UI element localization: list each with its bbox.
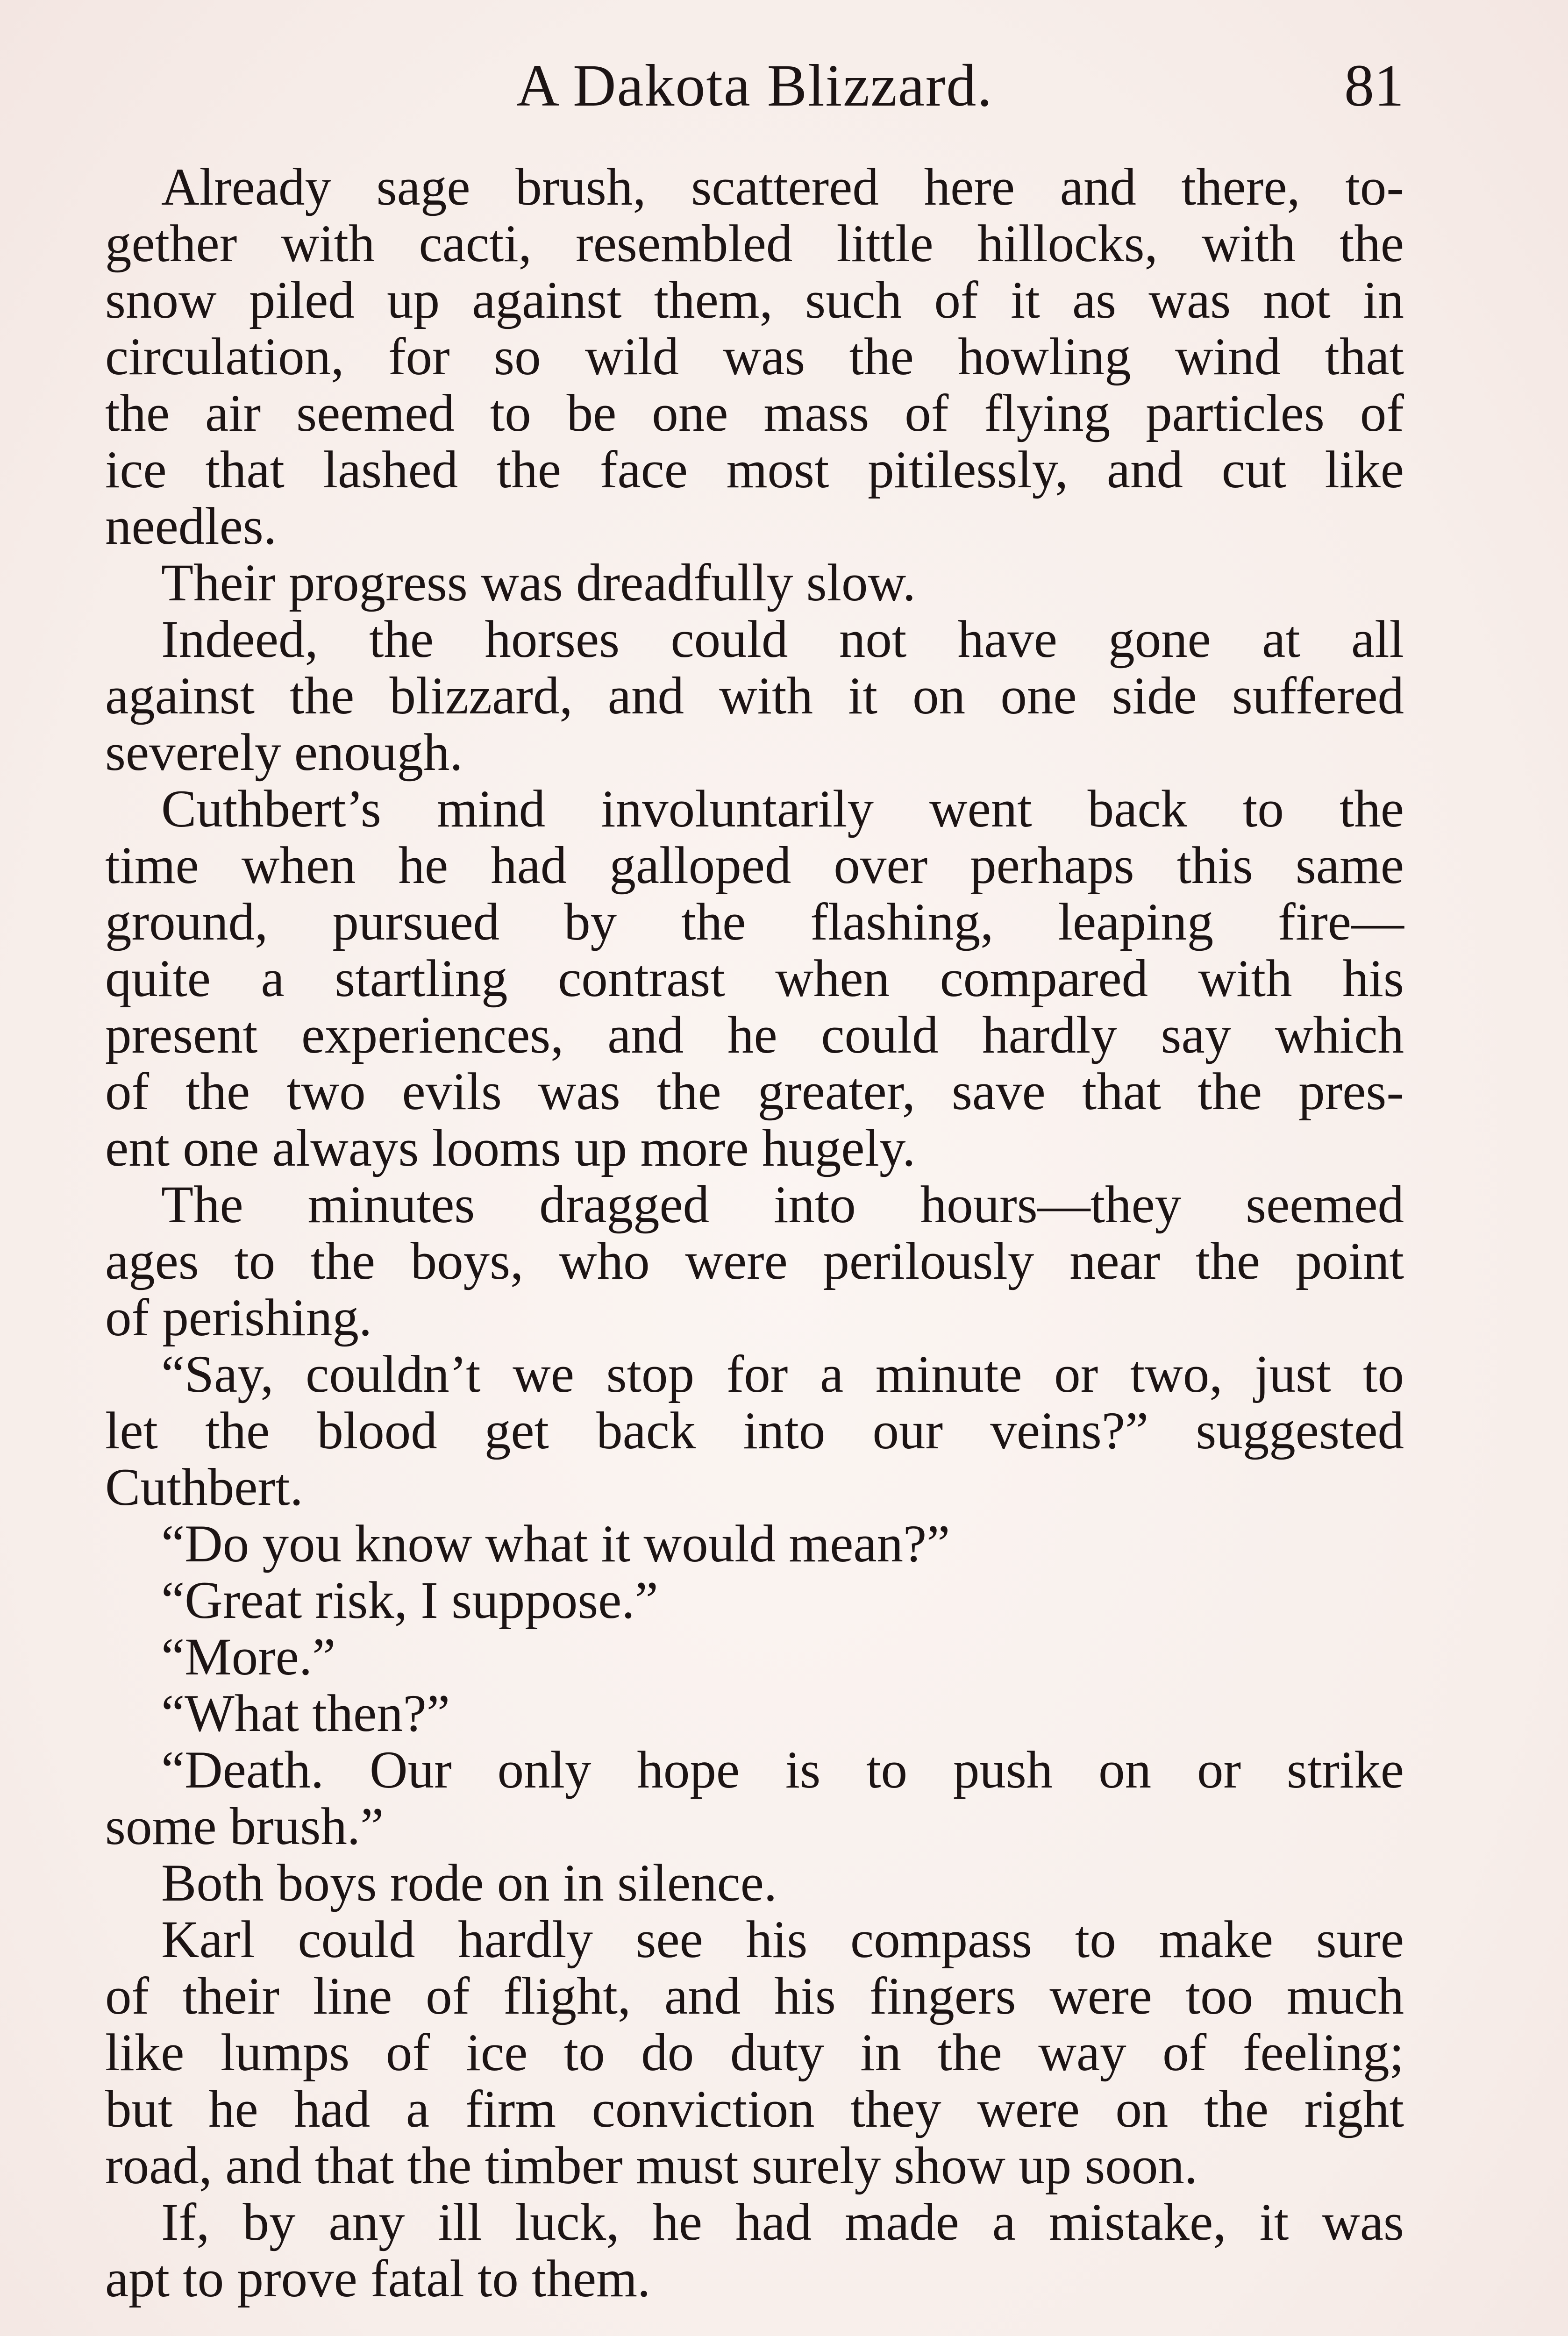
text-line: “Do you know what it would mean?” — [161, 1515, 950, 1573]
text-line: If, by any ill luck, he had made a mistake, it was — [161, 2193, 1404, 2251]
paragraph — [105, 1346, 1404, 1516]
text-line: some brush.” — [105, 1797, 384, 1856]
paragraph — [105, 1742, 1404, 1855]
paragraph — [105, 159, 1404, 555]
text-line: road, and that the timber must surely show up soon. — [105, 2137, 1198, 2195]
text-line: Karl could hardly see his compass to make sure — [161, 1910, 1404, 1969]
text-line: “What then?” — [161, 1684, 450, 1743]
text-line: Both boys rode on in silence. — [161, 1854, 777, 1912]
text-line: the air seemed to be one mass of flying particles of — [105, 384, 1404, 442]
text-line: severely enough. — [105, 723, 463, 782]
paragraph — [105, 1572, 1404, 1629]
text-line: ground, pursued by the flashing, leaping fire— — [105, 893, 1404, 951]
text-line: let the blood get back into our veins?” suggested — [105, 1402, 1404, 1460]
text-line: needles. — [105, 497, 277, 556]
running-title: A Dakota Blizzard. — [516, 52, 993, 119]
text-line: of their line of flight, and his fingers were too much — [105, 1967, 1404, 2025]
text-line: circulation, for so wild was the howling wind that — [105, 328, 1404, 386]
paragraph — [105, 1629, 1404, 1685]
text-line: Cuthbert. — [105, 1458, 303, 1517]
paragraph — [105, 611, 1404, 781]
paragraph — [105, 1685, 1404, 1742]
text-line: apt to prove fatal to them. — [105, 2250, 651, 2308]
text-line: Already sage brush, scattered here and there, to- — [161, 158, 1404, 216]
paragraph — [105, 1911, 1404, 2194]
text-line: ent one always looms up more hugely. — [105, 1119, 916, 1177]
text-line: “Great risk, I suppose.” — [161, 1571, 658, 1630]
text-line: quite a startling contrast when compared with his — [105, 949, 1404, 1008]
paragraph — [105, 555, 1404, 611]
text-line: of perishing. — [105, 1289, 372, 1347]
body-text — [105, 159, 1404, 2307]
text-line: snow piled up against them, such of it as was not in — [105, 271, 1404, 329]
text-line: present experiences, and he could hardly say which — [105, 1006, 1404, 1064]
page-number: 81 — [1344, 52, 1404, 119]
paragraph — [105, 781, 1404, 1176]
page-header — [105, 51, 1404, 121]
text-line: “More.” — [161, 1628, 336, 1686]
text-line: time when he had galloped over perhaps this same — [105, 836, 1404, 895]
text-line: Their progress was dreadfully slow. — [161, 554, 916, 612]
text-line: gether with cacti, resembled little hillocks, with the — [105, 214, 1404, 273]
text-line: “Say, couldn’t we stop for a minute or two, just to — [161, 1345, 1404, 1403]
text-line: of the two evils was the greater, save that the pres- — [105, 1062, 1404, 1121]
paragraph — [105, 1516, 1404, 1572]
text-line: ages to the boys, who were perilously near the point — [105, 1232, 1404, 1290]
text-line: against the blizzard, and with it on one side suffered — [105, 667, 1404, 725]
text-line: Cuthbert’s mind involuntarily went back to the — [161, 780, 1404, 838]
text-line: Indeed, the horses could not have gone at all — [161, 610, 1404, 669]
paragraph — [105, 2194, 1404, 2307]
text-line: like lumps of ice to do duty in the way of feeling; — [105, 2023, 1404, 2082]
text-line: ice that lashed the face most pitilessly, and cut like — [105, 441, 1404, 499]
paragraph — [105, 1855, 1404, 1911]
text-line: “Death. Our only hope is to push on or strike — [161, 1741, 1404, 1799]
paragraph — [105, 1176, 1404, 1346]
text-line: The minutes dragged into hours—they seemed — [161, 1175, 1404, 1234]
text-line: but he had a firm conviction they were on the right — [105, 2080, 1404, 2138]
